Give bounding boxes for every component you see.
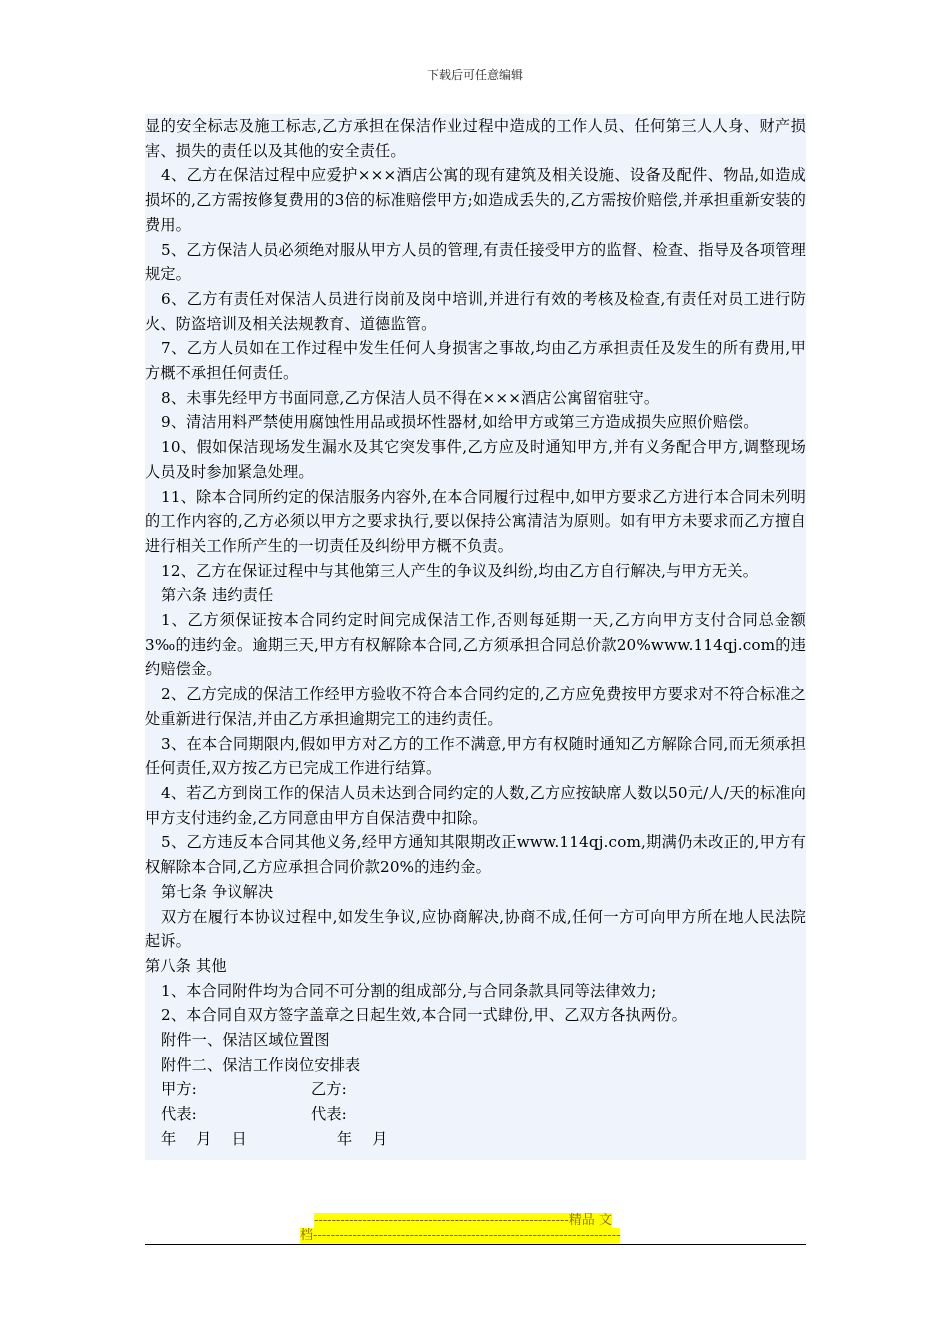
paragraph: 第七条 争议解决 bbox=[161, 882, 274, 901]
paragraph: 3、在本合同期限内,假如甲方对乙方的工作不满意,甲方有权随时通知乙方解除合同,而无须承担任何责任,双方按乙方已完成工作进行结算。 bbox=[145, 734, 806, 778]
footer-line-1: ----------------------------------------------------------精品 文 bbox=[314, 1213, 612, 1228]
paragraph: 显的安全标志及施工标志,乙方承担在保洁作业过程中造成的工作人员、任何第三人人身、财产损害、损失的责任以及其他的安全责任。 bbox=[145, 117, 806, 160]
paragraph: 8、未事先经甲方书面同意,乙方保洁人员不得在×××酒店公寓留宿驻守。 bbox=[161, 388, 660, 407]
paragraph: 5、乙方保洁人员必须绝对服从甲方人员的管理,有责任接受甲方的监督、检查、指导及各项管理规定。 bbox=[145, 240, 806, 284]
paragraph: 附件二、保洁工作岗位安排表 bbox=[161, 1055, 361, 1074]
paragraph: 7、乙方人员如在工作过程中发生任何人身损害之事故,均由乙方承担责任及发生的所有费用,甲方概不承担任何责任。 bbox=[145, 339, 806, 383]
date-a-label: 年 月 日 bbox=[161, 1129, 247, 1148]
paragraph: 1、乙方须保证按本合同约定时间完成保洁工作,否则每延期一天,乙方向甲方支付合同总金额3‰的违约金。逾期三天,甲方有权解除本合同,乙方须承担合同总价款20%www.114qj.com的违约赔偿金。 bbox=[145, 611, 806, 679]
date-b-label: 年 月 bbox=[337, 1129, 388, 1148]
paragraph: 1、本合同附件均为合同不可分割的组成部分,与合同条款具同等法律效力; bbox=[161, 981, 657, 1000]
signature-row-party bbox=[145, 1077, 806, 1102]
party-b-label: 乙方: bbox=[311, 1080, 347, 1099]
paragraph-list bbox=[145, 114, 806, 1077]
paragraph: 5、乙方违反本合同其他义务,经甲方通知其限期改正www.114qj.com,期满仍未改正的,甲方有权解除本合同,乙方应承担合同价款20%的违约金。 bbox=[145, 833, 806, 877]
paragraph: 第八条 其他 bbox=[145, 956, 227, 975]
footer-line-2: 档---------------------------------------------------------------------- bbox=[300, 1228, 621, 1243]
paragraph: 2、乙方完成的保洁工作经甲方验收不符合本合同约定的,乙方应免费按甲方要求对不符合标准之处重新进行保洁,并由乙方承担逾期完工的违约责任。 bbox=[145, 685, 806, 728]
paragraph: 附件一、保洁区域位置图 bbox=[161, 1031, 330, 1050]
header-note: 下载后可任意编辑 bbox=[426, 68, 523, 82]
signature-row-rep bbox=[145, 1102, 806, 1127]
footer-watermark bbox=[300, 1213, 650, 1243]
paragraph: 双方在履行本协议过程中,如发生争议,应协商解决,协商不成,任何一方可向甲方所在地人民法院起诉。 bbox=[145, 907, 806, 951]
signature-block bbox=[145, 1077, 806, 1151]
rep-a-label: 代表: bbox=[161, 1105, 197, 1124]
paragraph: 6、乙方有责任对保洁人员进行岗前及岗中培训,并进行有效的考核及检查,有责任对员工进行防火、防盗培训及相关法规教育、道德监管。 bbox=[145, 289, 806, 333]
bottom-divider bbox=[145, 1244, 806, 1245]
rep-b-label: 代表: bbox=[311, 1105, 347, 1124]
party-a-label: 甲方: bbox=[161, 1080, 197, 1099]
paragraph: 2、本合同自双方签字盖章之日起生效,本合同一式肆份,甲、乙双方各执两份。 bbox=[161, 1006, 687, 1025]
paragraph: 4、若乙方到岗工作的保洁人员未达到合同约定的人数,乙方应按缺席人数以50元/人/天的标准向甲方支付违约金,乙方同意由甲方自保洁费中扣除。 bbox=[145, 783, 806, 827]
paragraph: 10、假如保洁现场发生漏水及其它突发事件,乙方应及时通知甲方,并有义务配合甲方,调整现场人员及时参加紧急处理。 bbox=[145, 438, 806, 481]
paragraph: 第六条 违约责任 bbox=[161, 586, 274, 605]
paragraph: 9、清洁用料严禁使用腐蚀性用品或损坏性器材,如给甲方或第三方造成损失应照价赔偿。 bbox=[161, 413, 759, 432]
paragraph: 11、除本合同所约定的保洁服务内容外,在本合同履行过程中,如甲方要求乙方进行本合同未列明的工作内容的,乙方必须以甲方之要求执行,要以保持公寓清洁为原则。如有甲方未要求而乙方擅自进行相关工作所产生的一切责任及纠纷甲方概不负责。 bbox=[145, 487, 806, 555]
document-body bbox=[145, 114, 806, 1160]
paragraph: 12、乙方在保证过程中与其他第三人产生的争议及纠纷,均由乙方自行解决,与甲方无关。 bbox=[161, 561, 759, 580]
signature-row-date bbox=[145, 1127, 806, 1152]
paragraph: 4、乙方在保洁过程中应爱护×××酒店公寓的现有建筑及相关设施、设备及配件、物品,如造成损坏的,乙方需按修复费用的3倍的标准赔偿甲方;如造成丢失的,乙方需按价赔偿,并承担重新安装的费用。 bbox=[145, 166, 806, 234]
